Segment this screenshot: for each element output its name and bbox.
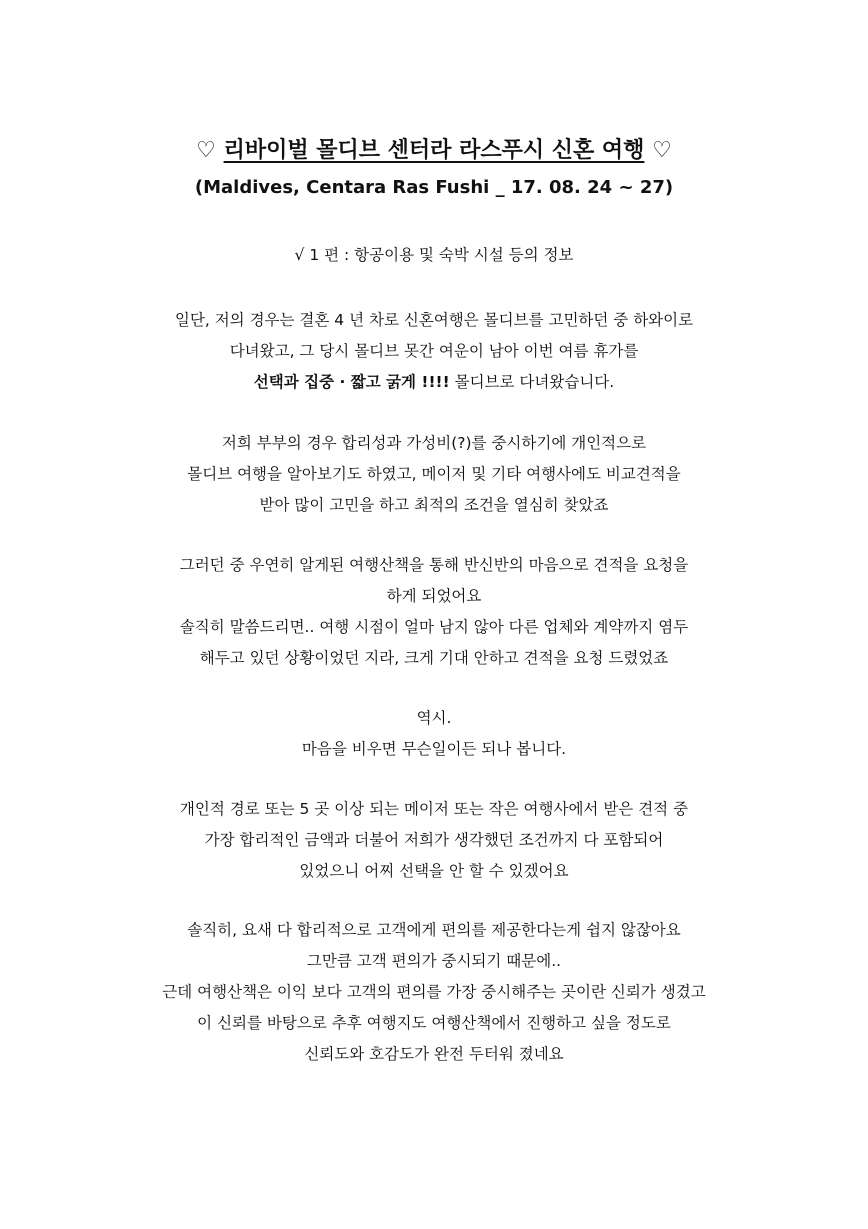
page-title xyxy=(0,134,868,168)
text-line: 역시. xyxy=(416,709,452,727)
emphasis-text: 선택과 집중 · 짧고 굵게 !!!! xyxy=(253,373,450,391)
text-line: 하게 되었어요 xyxy=(386,587,482,605)
text-line: 있었으니 어찌 선택을 안 할 수 있겠어요 xyxy=(299,862,569,880)
text-line: 그만큼 고객 편의가 중시되기 때문에.. xyxy=(306,952,562,970)
paragraph-intro xyxy=(0,305,868,398)
text-fragment: 몰디브로 다녀왔습니다. xyxy=(449,373,615,391)
text-line: 일단, 저의 경우는 결혼 4 년 차로 신혼여행은 몰디브를 고민하던 중 하와이로 xyxy=(174,311,694,329)
paragraph-quote-request xyxy=(0,550,868,674)
text-line: 가장 합리적인 금액과 더불어 저희가 생각했던 조건까지 다 포함되어 xyxy=(204,831,664,849)
text-line: 저희 부부의 경우 합리성과 가성비(?)를 중시하기에 개인적으로 xyxy=(221,434,647,452)
page-subtitle: (Maldives, Centara Ras Fushi _ 17. 08. 24 ~ 27) xyxy=(194,177,674,198)
text-line: 다녀왔고, 그 당시 몰디브 못간 여운이 남아 이번 여름 휴가를 xyxy=(229,342,639,360)
text-line: 신뢰도와 호감도가 완전 두터워 졌네요 xyxy=(304,1045,564,1063)
text-line: 개인적 경로 또는 5 곳 이상 되는 메이저 또는 작은 여행사에서 받은 견적 중 xyxy=(179,800,689,818)
paragraph-comparison xyxy=(0,794,868,887)
text-line: 마음을 비우면 무슨일이든 되나 봅니다. xyxy=(301,740,567,758)
heart-left-icon: ♡ xyxy=(196,138,216,163)
text-line: 근데 여행산책은 이익 보다 고객의 편의를 가장 중시해주는 곳이란 신뢰가 생겼고 xyxy=(162,983,706,1001)
text-line: 솔직히 말씀드리면.. 여행 시점이 얼마 남지 않아 다른 업체와 계약까지 염두 xyxy=(179,618,689,636)
text-line: 몰디브 여행을 알아보기도 하였고, 메이저 및 기타 여행사에도 비교견적을 xyxy=(187,465,681,483)
title-text: 리바이벌 몰디브 센터라 라스푸시 신혼 여행 xyxy=(223,138,645,163)
heart-right-icon: ♡ xyxy=(652,138,672,163)
text-line: 받아 많이 고민을 하고 최적의 조건을 열심히 찾았죠 xyxy=(259,496,609,514)
text-line xyxy=(0,367,868,398)
paragraph-research xyxy=(0,428,868,521)
paragraph-trust xyxy=(0,915,868,1070)
text-line: 그러던 중 우연히 알게된 여행산책을 통해 반신반의 마음으로 견적을 요청을 xyxy=(179,556,689,574)
text-line: 솔직히, 요새 다 합리적으로 고객에게 편의를 제공한다는게 쉽지 않잖아요 xyxy=(187,921,681,939)
paragraph-as-expected xyxy=(0,703,868,765)
text-line: 이 신뢰를 바탕으로 추후 여행지도 여행산책에서 진행하고 싶을 정도로 xyxy=(197,1014,671,1032)
section-heading: √ 1 편 : 항공이용 및 숙박 시설 등의 정보 xyxy=(294,246,574,264)
text-line: 해두고 있던 상황이었던 지라, 크게 기대 안하고 견적을 요청 드렸었죠 xyxy=(199,649,669,667)
